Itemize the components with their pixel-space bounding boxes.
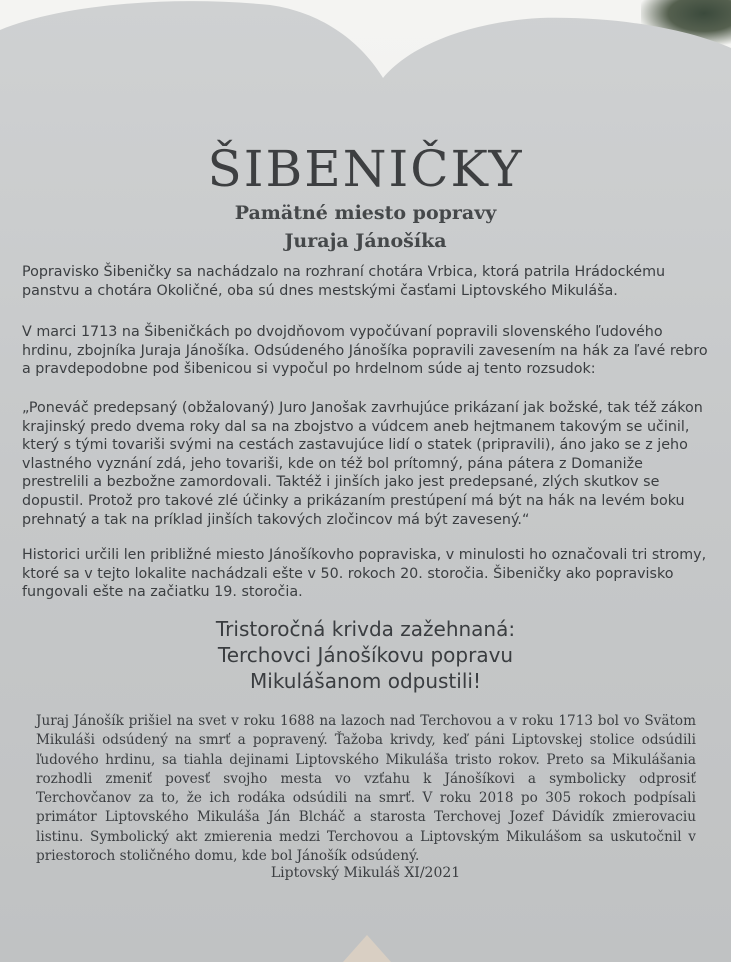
paragraph-execution: V marci 1713 na Šibeničkách po dvojdňovom vypočúvaní popravili slovenského ľudového hrdinu, zbojníka Juraja Jánošíka. Odsúdeného Jánošíka popravili zavesením na hák za ľavé rebro a pravdepodobne pod šibenicou si vypočul po hrdelnom súde aj tento rozsudok: xyxy=(22,324,708,378)
sign-subtitle-line2: Juraja Jánošíka xyxy=(284,230,447,252)
bottom-stone-fragment xyxy=(343,935,391,962)
sign-subtitle-line1: Pamätné miesto popravy xyxy=(234,202,497,224)
paragraph-reconciliation: Juraj Jánošík prišiel na svet v roku 1688 na lazoch nad Terchovou a v roku 1713 bol vo Svätom Mikuláši odsúdený na smrť a popravený. Ťažoba krivdy, keď páni Liptovskej stolice odsúdili ľudového hrdinu, sa tiahla dejinami Liptovského Mikuláša tristo rokov. Preto sa Mikulášania rozhodli zmeniť povesť svojho mesta vo vzťahu k Jánošíkovi a symbolicky odprosiť Terchovčanov za to, že ich rodáka odsúdili na smrť. V roku 2018 po 305 rokoch podpísali primátor Liptovského Mikuláša Ján Blcháč a starosta Terchovej Jozef Dávidík zmierovaciu listinu. Symbolický akt zmierenia medzi Terchovou a Liptovským Mikulášom sa uskutočnil v priestoroch stoličného domu, kde bol Jánošík odsúdený. xyxy=(36,713,696,865)
paragraph-verdict-quote: „Poneváč predepsaný (obžalovaný) Juro Janošak zavrhujúce prikázaní jak božské, tak též zákon krajinský predo dvema roky dal sa na zbojstvo a vúdcem aneb hejtmanem takovým se učinil, který s tými tovariši svými na cestách zastavujúce lidí o statek (pripravili), áno jako se z jeho vlastného vyznání zdá, jeho tovariši, kde on též bol prítomný, pána pátera z Domaniže prestrelili a bezbožne zamordovali. Taktéž i jinších jako jest predepsané, zlých skutkov se dopustil. Protož pro takové zlé účinky a prikázaním prestúpení má být na hák na levém boku prehnatý a tak na príklad jinších takových zločincov má být zavesený.“ xyxy=(22,400,703,528)
sign-title: ŠIBENIČKY xyxy=(207,140,524,198)
paragraph-historians: Historici určili len približné miesto Jánošíkovho popraviska, v minulosti ho označovali tri stromy, ktoré sa v tejto lokalite nachádzali ešte v 50. rokoch 20. storočia. Šibeničky ako popravisko fungovali ešte na začiatku 19. storočia. xyxy=(22,547,707,601)
heading-reconciliation-line1: Tristoročná krivda zažehnaná: xyxy=(215,617,516,641)
paragraph-location: Popravisko Šibeničky sa nachádzalo na rozhraní chotára Vrbica, ktorá patrila Hrádockému panstvu a chotára Okoličné, oba sú dnes mestskými časťami Liptovského Mikuláša. xyxy=(22,264,666,299)
heading-reconciliation-line2: Terchovci Jánošíkovu popravu xyxy=(217,643,514,667)
sign-signature-date: Liptovský Mikuláš XI/2021 xyxy=(270,865,461,881)
heading-reconciliation-line3: Mikulášanom odpustili! xyxy=(250,669,481,693)
